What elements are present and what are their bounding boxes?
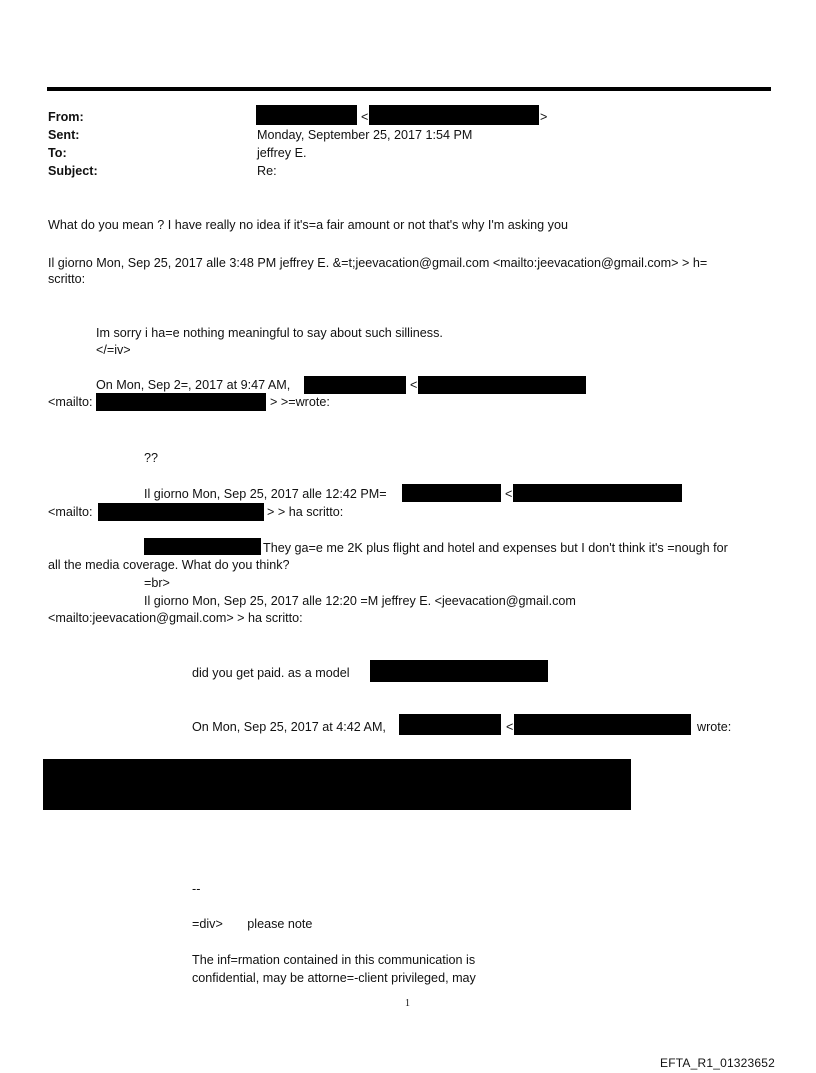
redacted-mailto-1 (96, 393, 266, 411)
redacted-email-1 (418, 376, 586, 394)
to-label: To: (48, 146, 67, 160)
redacted-name-1 (304, 376, 406, 394)
on-mon-2-lt: < (506, 720, 514, 734)
redacted-name-2 (402, 484, 501, 502)
mailto-1: <mailto: (48, 395, 93, 409)
document-id: EFTA_R1_01323652 (660, 1056, 776, 1070)
redacted-email-2 (513, 484, 682, 502)
paid-line: did you get paid. as a model (192, 666, 350, 680)
sent-label: Sent: (48, 128, 80, 142)
br-line: =br> (144, 576, 170, 590)
wrote-2: wrote: (697, 720, 732, 734)
redacted-name-3 (144, 538, 261, 555)
gave-line-1: They ga=e me 2K plus flight and hotel and expenses but I don't think it's =nough for (263, 541, 728, 555)
redacted-sender-name (256, 105, 357, 125)
please-note-line: =div> please note (192, 917, 313, 931)
mailto-2: <mailto: (48, 505, 93, 519)
redacted-paid-detail (370, 660, 548, 682)
info-line-1: The inf=rmation contained in this communication is (192, 953, 476, 967)
mailto-3: <mailto:jeevacation@gmail.com> > ha scritto: (48, 611, 303, 625)
from-gt: > (540, 110, 548, 124)
il-giorno-line-2: Il giorno Mon, Sep 25, 2017 alle 12:42 PM= (144, 487, 387, 501)
question-marks: ?? (144, 451, 159, 465)
sorry-line: Im sorry i ha=e nothing meaningful to say about such silliness. (96, 326, 443, 340)
signature-dashes: -- (192, 882, 201, 896)
to-value: jeffrey E. (257, 146, 307, 160)
on-mon-line-1: On Mon, Sep 2=, 2017 at 9:47 AM, (96, 378, 291, 392)
from-lt: < (361, 110, 369, 124)
redacted-mailto-2 (98, 503, 264, 521)
div-close-line: </=iv> (96, 343, 131, 357)
sent-value: Monday, September 25, 2017 1:54 PM (257, 128, 473, 142)
subject-value: Re: (257, 164, 277, 178)
redacted-email-4 (514, 714, 691, 735)
wrote-1: > >=wrote: (270, 395, 330, 409)
page-number: 1 (405, 998, 410, 1009)
quote1-line1: Il giorno Mon, Sep 25, 2017 alle 3:48 PM jeffrey E. &=t;jeevacation@gmail.com <mailto:jeevacation@gmail.com> > h= (48, 256, 708, 270)
quote1-line2: scritto: (48, 272, 86, 286)
il-giorno-2-lt: < (505, 487, 513, 501)
reply-text: What do you mean ? I have really no idea if it's=a fair amount or not that's why I'm asking you (48, 218, 568, 232)
info-line-2: confidential, may be attorne=-client privileged, may (192, 971, 476, 985)
redacted-name-4 (399, 714, 501, 735)
gave-line-2: all the media coverage. What do you think? (48, 558, 290, 572)
redacted-block-large (43, 759, 631, 810)
on-mon-line-2: On Mon, Sep 25, 2017 at 4:42 AM, (192, 720, 386, 734)
subject-label: Subject: (48, 164, 98, 178)
redacted-sender-email (369, 105, 539, 125)
header-rule (47, 87, 771, 91)
il-giorno-line-3: Il giorno Mon, Sep 25, 2017 alle 12:20 =M jeffrey E. <jeevacation@gmail.com (144, 594, 576, 608)
from-label: From: (48, 110, 84, 124)
on-mon-1-lt: < (410, 378, 418, 392)
ha-scritto-2: > > ha scritto: (267, 505, 344, 519)
